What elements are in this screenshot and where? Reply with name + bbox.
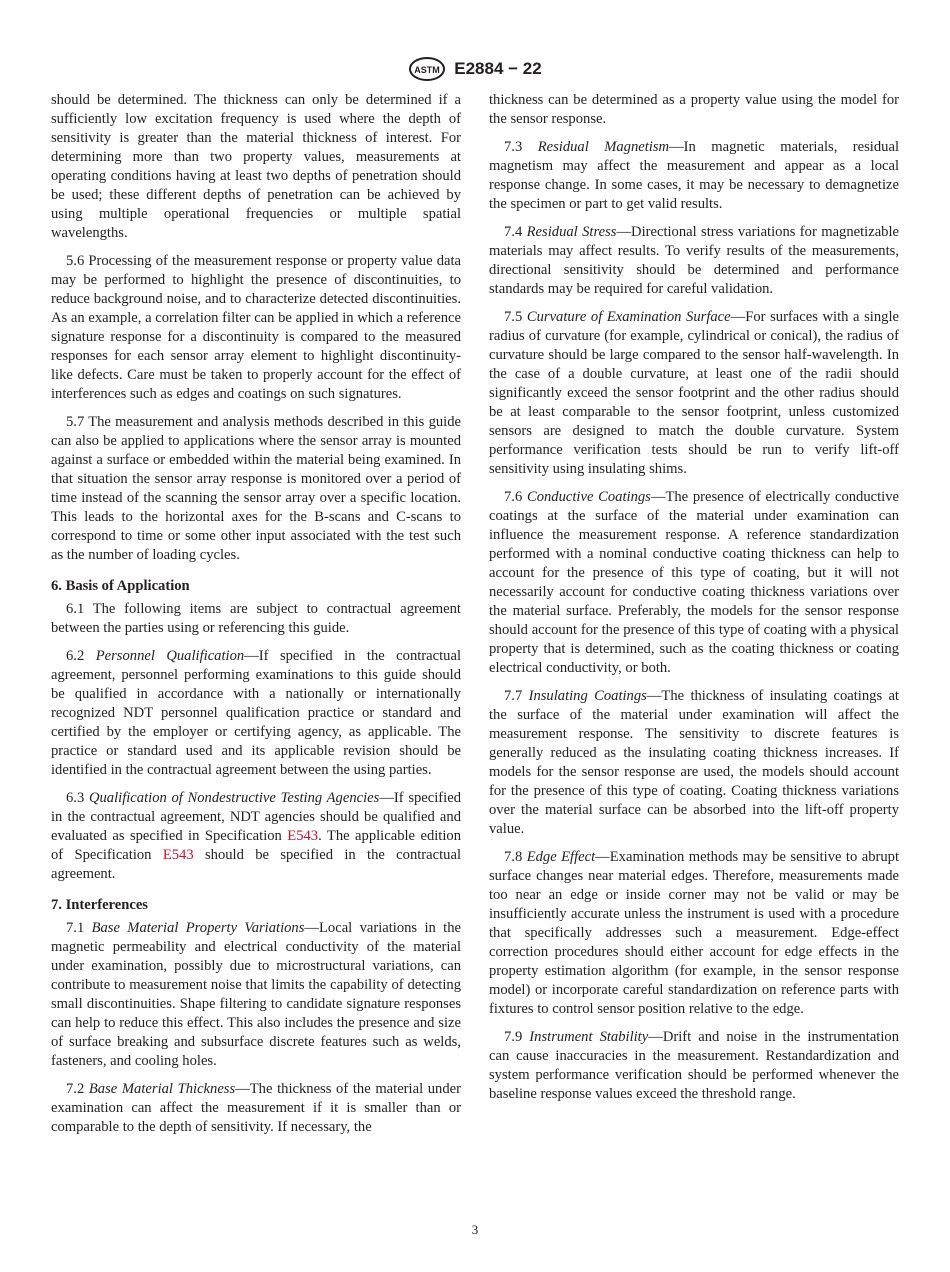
paragraph-title: Curvature of Examination Surface	[526, 309, 731, 325]
document-id: E2884 − 22	[454, 59, 542, 78]
paragraph-title: Base Material Thickness	[88, 1081, 236, 1097]
paragraph-body: —The presence of electrically conductive coatings at the surface of the material under examination can influence the measurement response. A reference standardization performed with a nominal conductive coating thickness can help to account for the presence of this type of coating, but it will not necessarily account for conductive coating thickness variations over the material surface. Preferably, the models for the sensor response should account for the presence of this type of coating with a physical property that is determined, such as the coating thickness or coating electrical conductivity, or both.	[489, 489, 900, 676]
paragraph-body: should be specified in the contractual agreement.	[51, 847, 462, 882]
page-number: 3	[471, 1222, 479, 1237]
paragraph-6-2	[51, 647, 461, 780]
paragraph-7-6	[489, 488, 899, 678]
paragraph-body: —The thickness of insulating coatings at the surface of the material under examination will affect the measurement response. The sensitivity to discrete features is generally reduced as the insulating coating thickness increases. If models for the sensor response are used, the models should account for the presence of this type of coating. Coating thickness variations over the material surface can be absorbed into the lift-off property value.	[489, 688, 899, 837]
paragraph-number: 6.2	[66, 648, 85, 664]
left-column	[51, 91, 461, 1146]
paragraph-body: —If specified in the contractual agreement, NDT agencies should be qualified and evaluated as specified in Specification	[51, 790, 461, 844]
paragraph-body: —Directional stress variations for magnetizable materials may affect results. To verify results of the measurements, directional sensitivity should be determined and performance standards may be required for careful validation.	[489, 224, 900, 297]
paragraph-7-9	[489, 1028, 899, 1104]
paragraph-body: —Drift and noise in the instrumentation can cause inaccuracies in the measurement. Restandardization and system performance verification should be performed whenever the baseline response values exceed the threshold range.	[489, 1029, 900, 1102]
e543-link[interactable]: E543	[162, 847, 194, 863]
paragraph-7-2-continued: thickness can be determined as a property value using the model for the sensor response.	[489, 92, 899, 127]
paragraph-number: 7.6	[504, 489, 523, 505]
paragraph-number: 7.4	[504, 224, 523, 240]
paragraph-title: Personnel Qualification	[95, 648, 245, 664]
right-column	[489, 91, 899, 1113]
paragraph-number: 7.3	[504, 139, 523, 155]
paragraph-5-7: 5.7 The measurement and analysis methods described in this guide can also be applied to applications where the sensor array is mounted against a surface or embedded within the material being examined. In that situation the sensor array response is monitored over a period of time instead of the scanning the sensor array over a specific location. This leads to the horizontal axes for the B-scans and C-scans to correspond to time or some other input associated with the test such as the number of loading cycles.	[51, 414, 461, 563]
paragraph-title: Conductive Coatings	[526, 489, 651, 505]
paragraph-body: —The thickness of the material under examination can affect the measurement if it is smaller than or comparable to the depth of sensitivity. If necessary, the	[51, 1081, 461, 1135]
paragraph-title: Residual Magnetism	[537, 139, 670, 155]
paragraph-number: 7.7	[504, 688, 523, 704]
paragraph-7-2	[51, 1080, 461, 1137]
section-heading-7: 7. Interferences	[51, 897, 148, 913]
astm-logo-text: ASTM	[414, 65, 441, 75]
paragraph-number: 6.3	[66, 790, 85, 806]
paragraph-7-5	[489, 308, 899, 479]
section-heading-6: 6. Basis of Application	[51, 578, 190, 594]
paragraph-7-8	[489, 848, 899, 1019]
paragraph-title: Base Material Property Variations	[91, 920, 305, 936]
paragraph-7-3	[489, 138, 899, 214]
paragraph-body: —Examination methods may be sensitive to abrupt surface changes near material edges. Therefore, measurements made too near an edge or inside corner may not be valid or may be insufficiently accurate unless the instrument is used with a procedure that specifically addresses such a measurement. Edge-effect correction procedures should either account for edge effects in the property estimation algorithm (for example, in the sensor response model) or incorporate careful standardization on reference parts with fixtures to control sensor position relative to the edge.	[489, 849, 899, 1017]
paragraph-6-3	[51, 789, 461, 884]
paragraph-title: Instrument Stability	[529, 1029, 649, 1045]
paragraph-7-7	[489, 687, 899, 839]
paragraph-body: —For surfaces with a single radius of curvature (for example, cylindrical or conical), the radius of curvature should be large compared to the sensor half-wavelength. In the case of a double curvature, at least one of the radii should significantly exceed the sensor footprint and the other radius should be at least comparable to the sensor footprint, unless customized sensors are designed to match the double curvature. System performance verification tests should be run to verify lift-off sensitivity using insulating shims.	[489, 309, 899, 477]
paragraph-number: 7.5	[504, 309, 523, 325]
page-header	[0, 56, 950, 82]
paragraph-title: Residual Stress	[526, 224, 617, 240]
paragraph-body: —In magnetic materials, residual magnetism may affect the measurement and appear as a local response change. In some cases, it may be necessary to demagnetize the specimen or part to get valid results.	[489, 139, 899, 212]
paragraph-title: Qualification of Nondestructive Testing Agencies	[88, 790, 380, 806]
paragraph-7-4	[489, 223, 899, 299]
astm-logo-icon	[408, 56, 446, 82]
paragraph-7-1	[51, 919, 461, 1071]
paragraph-title: Insulating Coatings	[528, 688, 647, 704]
paragraph-6-1: 6.1 The following items are subject to contractual agreement between the parties using or referencing this guide.	[51, 601, 461, 636]
paragraph-body: . The applicable edition of Specification	[51, 828, 461, 863]
paragraph-number: 7.1	[66, 920, 85, 936]
paragraph-body: —Local variations in the magnetic permeability and electrical conductivity of the material under examination, possibly due to microstructural variations, can contribute to measurement noise that limits the capability of detecting small discontinuities. Shape filtering to candidate signature responses can help to reduce this effect. This also includes the presence and size of surface breaking and subsurface discrete features such as welds, fasteners, and cooling holes.	[51, 920, 461, 1069]
paragraph-body: —If specified in the contractual agreement, personnel performing examinations to this guide should be qualified in accordance with a nationally or internationally recognized NDT personnel qualification practice or standard and certified by the employer or certifying agency, as applicable. The practice or standard used and its applicable revision should be identified in the contractual agreement between the using parties.	[51, 648, 462, 778]
paragraph-5-5-continued: should be determined. The thickness can only be determined if a sufficiently low excitation frequency is used where the depth of sensitivity is greater than the material thickness of interest. For determining more than two property values, measurements at operating conditions having at least two depths of penetration should be used; these different depths of penetration can be achieved by using multiple operational frequencies or multiple spatial wavelengths.	[51, 92, 461, 241]
paragraph-number: 7.8	[504, 849, 523, 865]
paragraph-title: Edge Effect	[526, 849, 596, 865]
paragraph-number: 7.9	[504, 1029, 523, 1045]
e543-link[interactable]: E543	[287, 828, 319, 844]
paragraph-5-6: 5.6 Processing of the measurement response or property value data may be performed to highlight the presence of discontinuities, to reduce background noise, and to characterize detected discontinuities. As an example, a correlation filter can be applied in which a reference signature response for a discontinuity is compared to the measured responses for each sensor array element to highlight discontinuity-like defects. Care must be taken to properly account for the effect of interferences such as edges and coatings on such signatures.	[51, 253, 461, 402]
paragraph-number: 7.2	[66, 1081, 85, 1097]
